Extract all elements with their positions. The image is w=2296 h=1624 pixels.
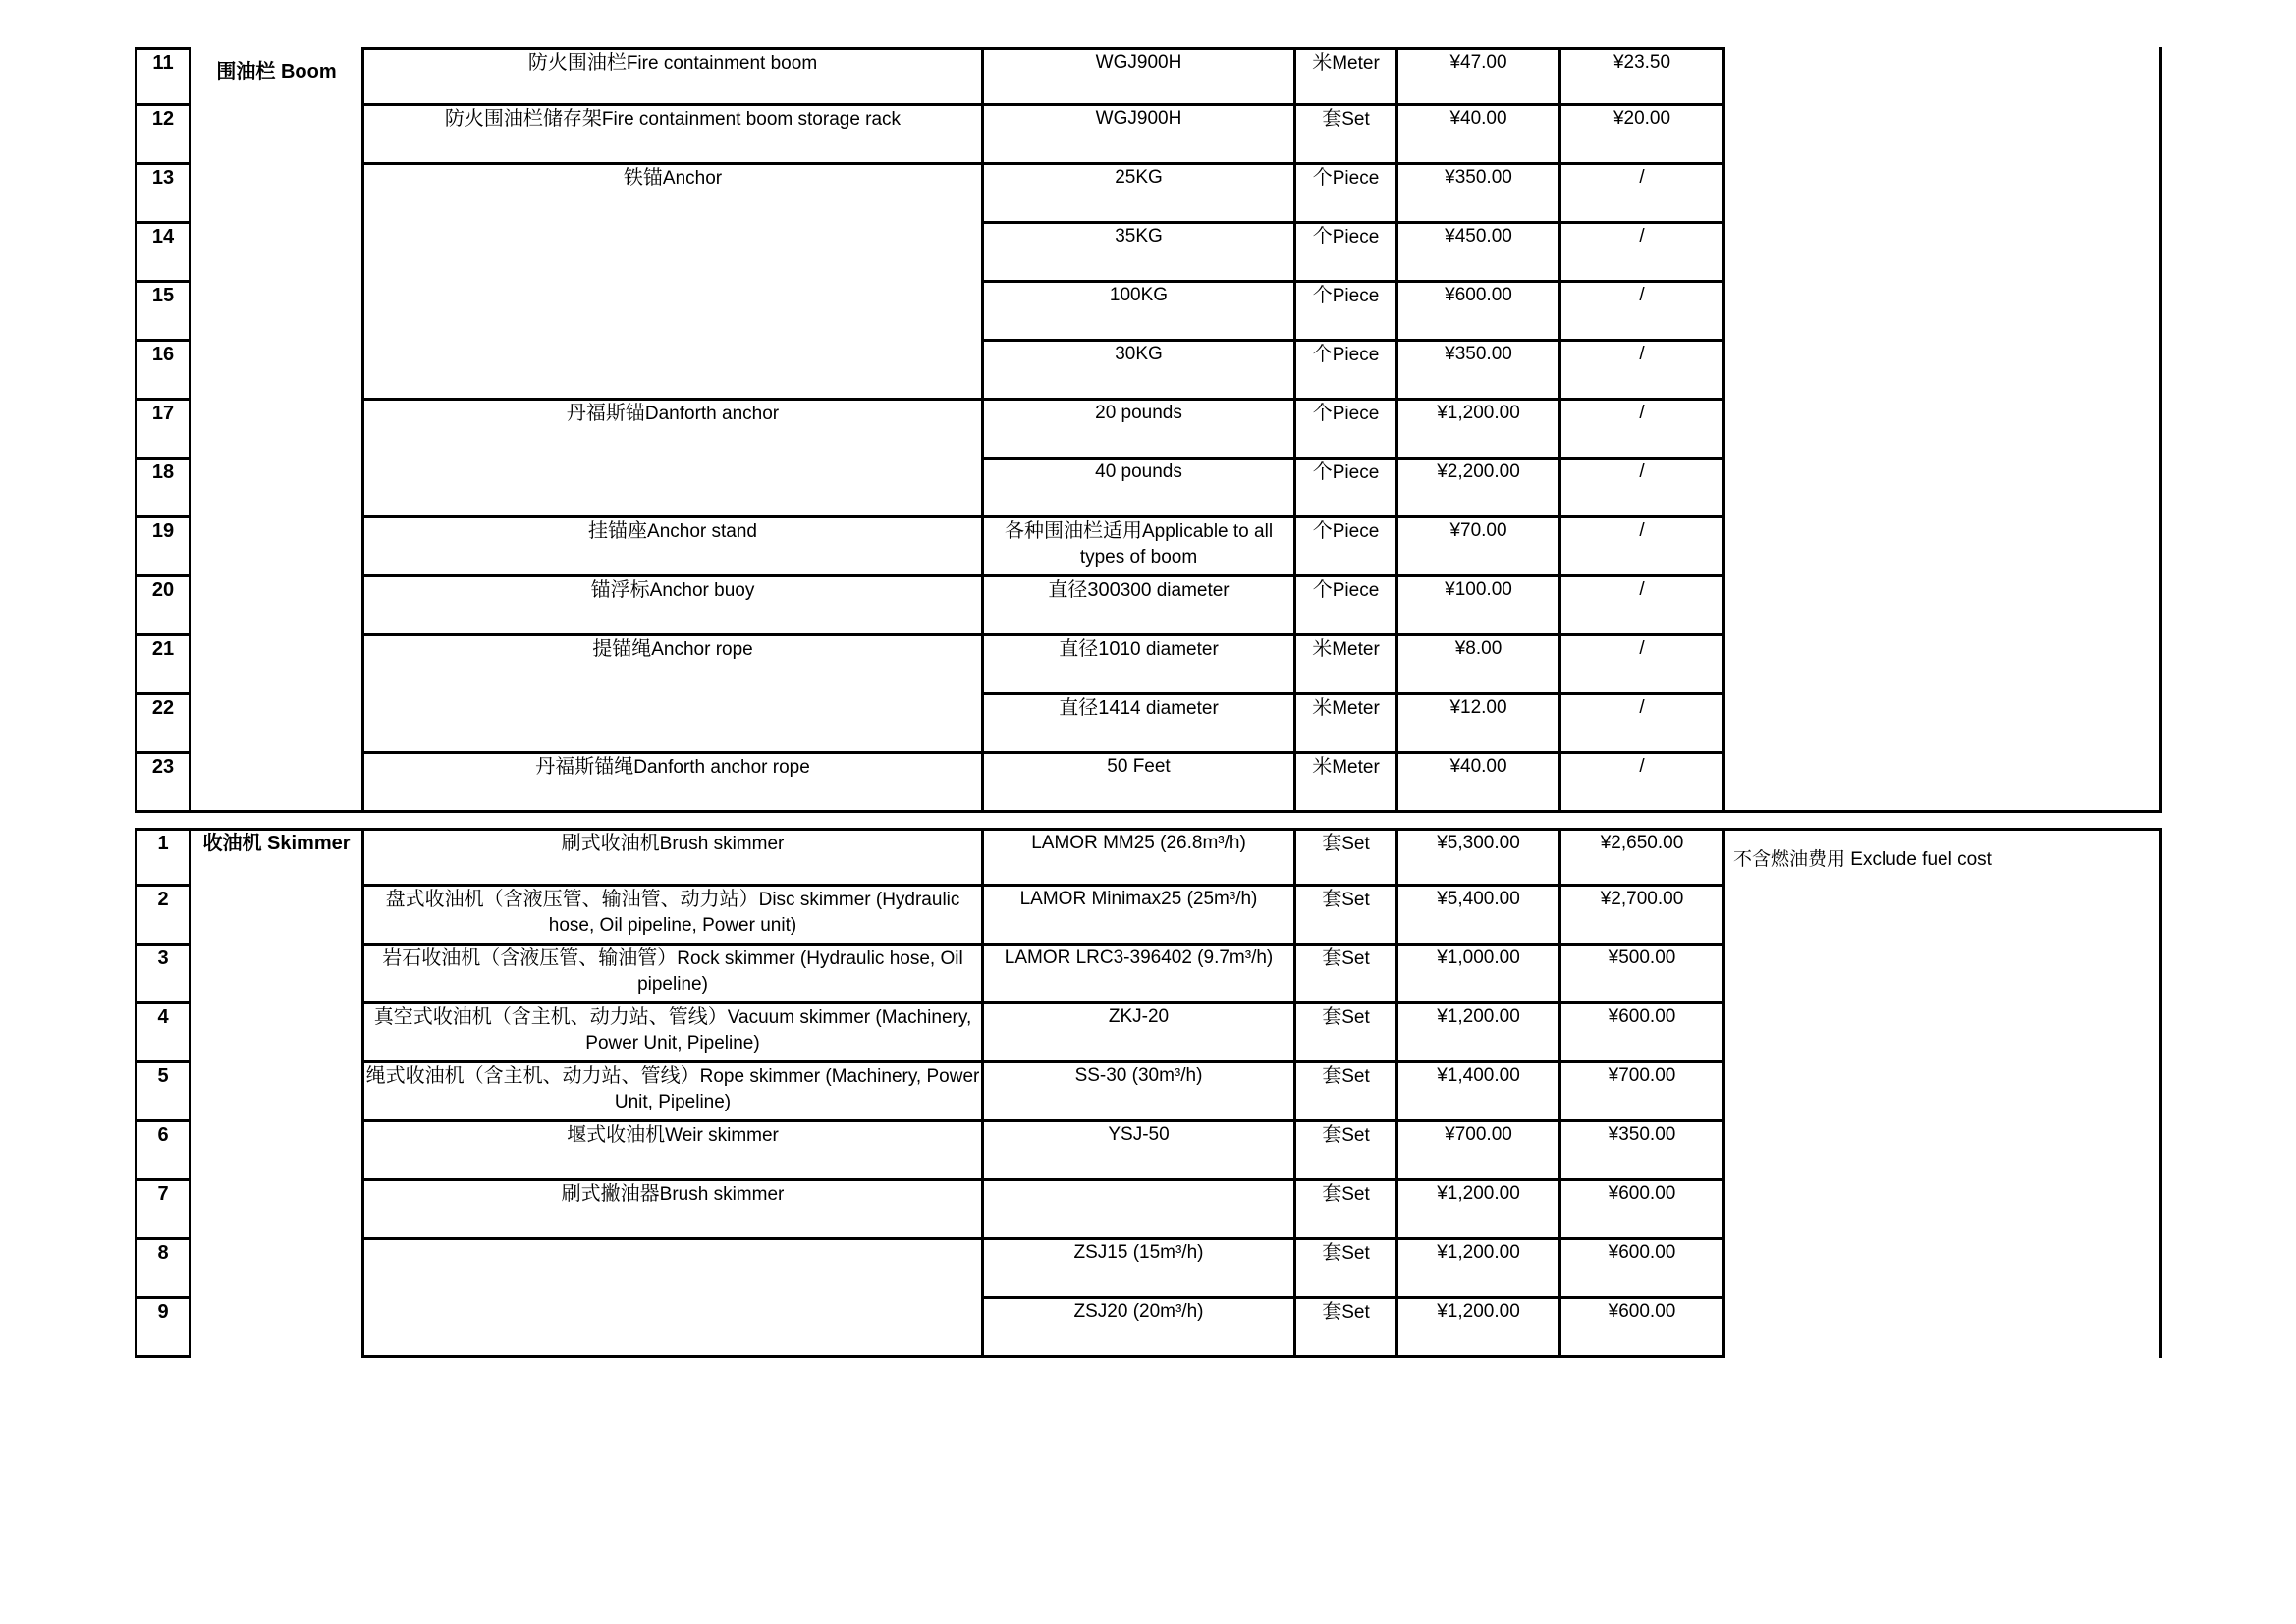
currency-symbol: ¥ xyxy=(1437,1183,1448,1204)
row-number-cell: 3 xyxy=(135,946,191,1004)
item-name-cell xyxy=(364,1240,984,1358)
price1-cell: ¥2,200.00 xyxy=(1398,460,1561,518)
price1-cell: ¥47.00 xyxy=(1398,47,1561,106)
model-cell: 30KG xyxy=(984,342,1296,401)
currency-symbol: ¥ xyxy=(1437,403,1448,423)
price1-cell: ¥700.00 xyxy=(1398,1122,1561,1181)
model-cell: 直径1010 diameter xyxy=(984,636,1296,695)
model-cell: 20 pounds xyxy=(984,401,1296,460)
currency-symbol: ¥ xyxy=(1600,889,1612,909)
price2-cell: ¥500.00 xyxy=(1561,946,1725,1004)
model-cell: 直径300300 diameter xyxy=(984,577,1296,636)
row-number-cell: 20 xyxy=(135,577,191,636)
price1-cell: ¥70.00 xyxy=(1398,518,1561,577)
note-line-en: Exclude fuel cost xyxy=(1850,849,1992,870)
currency-symbol: ¥ xyxy=(1445,285,1455,305)
price2-cell: ¥600.00 xyxy=(1561,1004,1725,1063)
price2-cell: / xyxy=(1561,695,1725,754)
currency-symbol: ¥ xyxy=(1437,947,1448,968)
item-name-cell: 绳式收油机（含主机、动力站、管线）Rope skimmer (Machinery, Power Unit, Pipeline) xyxy=(364,1063,984,1122)
price2-cell: ¥350.00 xyxy=(1561,1122,1725,1181)
row-number-cell: 17 xyxy=(135,401,191,460)
item-name-cell: 岩石收油机（含液压管、输油管）Rock skimmer (Hydraulic hose, Oil pipeline) xyxy=(364,946,984,1004)
skimmer-table xyxy=(135,828,2162,1358)
price2-cell: ¥700.00 xyxy=(1561,1063,1725,1122)
model-cell: ZKJ-20 xyxy=(984,1004,1296,1063)
model-cell: 40 pounds xyxy=(984,460,1296,518)
price1-cell: ¥1,200.00 xyxy=(1398,1240,1561,1299)
unit-cell: 个Piece xyxy=(1296,283,1398,342)
price1-cell: ¥8.00 xyxy=(1398,636,1561,695)
price2-cell: / xyxy=(1561,401,1725,460)
unit-cell: 米Meter xyxy=(1296,47,1398,106)
currency-symbol: ¥ xyxy=(1437,461,1448,482)
unit-cell: 个Piece xyxy=(1296,518,1398,577)
model-cell xyxy=(984,1181,1296,1240)
unit-cell: 套Set xyxy=(1296,1181,1398,1240)
price2-cell: / xyxy=(1561,342,1725,401)
row-number-cell: 2 xyxy=(135,887,191,946)
model-cell: WGJ900H xyxy=(984,106,1296,165)
price2-cell: / xyxy=(1561,283,1725,342)
currency-symbol: ¥ xyxy=(1445,1124,1455,1145)
model-cell: LAMOR Minimax25 (25m³/h) xyxy=(984,887,1296,946)
currency-symbol: ¥ xyxy=(1449,697,1461,718)
model-cell: SS-30 (30m³/h) xyxy=(984,1063,1296,1122)
unit-cell: 米Meter xyxy=(1296,754,1398,813)
unit-cell: 个Piece xyxy=(1296,401,1398,460)
item-name-cell: 盘式收油机（含液压管、输油管、动力站）Disc skimmer (Hydraulic hose, Oil pipeline, Power unit) xyxy=(364,887,984,946)
boom-table xyxy=(135,47,2162,813)
currency-symbol: ¥ xyxy=(1449,108,1461,129)
model-cell: LAMOR LRC3-396402 (9.7m³/h) xyxy=(984,946,1296,1004)
unit-cell: 米Meter xyxy=(1296,636,1398,695)
unit-cell: 个Piece xyxy=(1296,165,1398,224)
price2-cell: / xyxy=(1561,518,1725,577)
price2-cell: ¥2,650.00 xyxy=(1561,828,1725,887)
model-cell: ZSJ20 (20m³/h) xyxy=(984,1299,1296,1358)
price2-cell: / xyxy=(1561,577,1725,636)
price2-cell: ¥600.00 xyxy=(1561,1181,1725,1240)
row-number-cell: 22 xyxy=(135,695,191,754)
unit-cell: 套Set xyxy=(1296,946,1398,1004)
notes-cell-skimmer xyxy=(1725,828,2162,1358)
currency-symbol: ¥ xyxy=(1437,889,1448,909)
currency-symbol: ¥ xyxy=(1445,167,1455,188)
item-name-cell: 锚浮标Anchor buoy xyxy=(364,577,984,636)
price1-cell: ¥350.00 xyxy=(1398,342,1561,401)
currency-symbol: ¥ xyxy=(1608,1124,1619,1145)
unit-cell: 套Set xyxy=(1296,1122,1398,1181)
currency-symbol: ¥ xyxy=(1613,108,1624,129)
row-number-cell: 9 xyxy=(135,1299,191,1358)
price1-cell: ¥40.00 xyxy=(1398,754,1561,813)
unit-cell: 套Set xyxy=(1296,1240,1398,1299)
currency-symbol: ¥ xyxy=(1454,638,1466,659)
price2-cell: / xyxy=(1561,636,1725,695)
item-name-cell: 堰式收油机Weir skimmer xyxy=(364,1122,984,1181)
currency-symbol: ¥ xyxy=(1437,1006,1448,1027)
row-number-cell: 6 xyxy=(135,1122,191,1181)
price2-cell: ¥600.00 xyxy=(1561,1240,1725,1299)
model-cell: 各种围油栏适用Applicable to all types of boom xyxy=(984,518,1296,577)
currency-symbol: ¥ xyxy=(1437,1065,1448,1086)
price1-cell: ¥450.00 xyxy=(1398,224,1561,283)
item-name-cell: 防火围油栏Fire containment boom xyxy=(364,47,984,106)
row-number-cell: 15 xyxy=(135,283,191,342)
model-cell: 25KG xyxy=(984,165,1296,224)
row-number-cell: 14 xyxy=(135,224,191,283)
price1-cell: ¥5,300.00 xyxy=(1398,828,1561,887)
currency-symbol: ¥ xyxy=(1445,226,1455,246)
price1-cell: ¥1,200.00 xyxy=(1398,1004,1561,1063)
item-name-cell: 刷式收油机Brush skimmer xyxy=(364,828,984,887)
currency-symbol: ¥ xyxy=(1437,1301,1448,1322)
row-number-cell: 16 xyxy=(135,342,191,401)
price2-cell: / xyxy=(1561,224,1725,283)
unit-cell: 个Piece xyxy=(1296,224,1398,283)
currency-symbol: ¥ xyxy=(1449,756,1461,777)
row-number-cell: 19 xyxy=(135,518,191,577)
currency-symbol: ¥ xyxy=(1608,1183,1619,1204)
currency-symbol: ¥ xyxy=(1600,833,1612,853)
currency-symbol: ¥ xyxy=(1608,1301,1619,1322)
price1-cell: ¥12.00 xyxy=(1398,695,1561,754)
category-cell-boom: 围油栏 Boom xyxy=(191,47,364,813)
model-cell: 100KG xyxy=(984,283,1296,342)
price1-cell: ¥40.00 xyxy=(1398,106,1561,165)
currency-symbol: ¥ xyxy=(1445,344,1455,364)
currency-symbol: ¥ xyxy=(1608,1006,1619,1027)
row-number-cell: 7 xyxy=(135,1181,191,1240)
currency-symbol: ¥ xyxy=(1437,833,1448,853)
price2-cell: ¥600.00 xyxy=(1561,1299,1725,1358)
currency-symbol: ¥ xyxy=(1608,947,1619,968)
unit-cell: 套Set xyxy=(1296,106,1398,165)
currency-symbol: ¥ xyxy=(1437,1242,1448,1263)
item-name-cell: 丹福斯锚Danforth anchor xyxy=(364,401,984,518)
unit-cell: 套Set xyxy=(1296,887,1398,946)
price1-cell: ¥350.00 xyxy=(1398,165,1561,224)
unit-cell: 套Set xyxy=(1296,1063,1398,1122)
unit-cell: 套Set xyxy=(1296,1004,1398,1063)
price1-cell: ¥600.00 xyxy=(1398,283,1561,342)
unit-cell: 套Set xyxy=(1296,828,1398,887)
model-cell: YSJ-50 xyxy=(984,1122,1296,1181)
row-number-cell: 23 xyxy=(135,754,191,813)
price2-cell: ¥23.50 xyxy=(1561,47,1725,106)
item-name-cell: 挂锚座Anchor stand xyxy=(364,518,984,577)
row-number-cell: 11 xyxy=(135,47,191,106)
price1-cell: ¥1,400.00 xyxy=(1398,1063,1561,1122)
price2-cell: ¥2,700.00 xyxy=(1561,887,1725,946)
item-name-cell: 真空式收油机（含主机、动力站、管线）Vacuum skimmer (Machinery, Power Unit, Pipeline) xyxy=(364,1004,984,1063)
unit-cell: 个Piece xyxy=(1296,460,1398,518)
currency-symbol: ¥ xyxy=(1445,579,1455,600)
currency-symbol: ¥ xyxy=(1449,520,1461,541)
row-number-cell: 18 xyxy=(135,460,191,518)
row-number-cell: 4 xyxy=(135,1004,191,1063)
item-name-cell: 丹福斯锚绳Danforth anchor rope xyxy=(364,754,984,813)
row-number-cell: 8 xyxy=(135,1240,191,1299)
model-cell: 直径1414 diameter xyxy=(984,695,1296,754)
row-number-cell: 21 xyxy=(135,636,191,695)
note-line-zh: 不含燃油费用 xyxy=(1733,849,1846,870)
model-cell: 35KG xyxy=(984,224,1296,283)
currency-symbol: ¥ xyxy=(1608,1242,1619,1263)
price1-cell: ¥1,200.00 xyxy=(1398,1181,1561,1240)
unit-cell: 个Piece xyxy=(1296,577,1398,636)
currency-symbol: ¥ xyxy=(1613,52,1624,73)
price1-cell: ¥100.00 xyxy=(1398,577,1561,636)
item-name-cell: 铁锚Anchor xyxy=(364,165,984,401)
row-number-cell: 5 xyxy=(135,1063,191,1122)
price2-cell: ¥20.00 xyxy=(1561,106,1725,165)
model-cell: 50 Feet xyxy=(984,754,1296,813)
price2-cell: / xyxy=(1561,165,1725,224)
price2-cell: / xyxy=(1561,460,1725,518)
item-name-cell: 防火围油栏储存架Fire containment boom storage rack xyxy=(364,106,984,165)
model-cell: ZSJ15 (15m³/h) xyxy=(984,1240,1296,1299)
price2-cell: / xyxy=(1561,754,1725,813)
price1-cell: ¥1,200.00 xyxy=(1398,1299,1561,1358)
item-name-cell: 提锚绳Anchor rope xyxy=(364,636,984,754)
unit-cell: 米Meter xyxy=(1296,695,1398,754)
row-number-cell: 13 xyxy=(135,165,191,224)
notes-cell-boom xyxy=(1725,47,2162,813)
model-cell: WGJ900H xyxy=(984,47,1296,106)
row-number-cell: 1 xyxy=(135,828,191,887)
price1-cell: ¥5,400.00 xyxy=(1398,887,1561,946)
model-cell: LAMOR MM25 (26.8m³/h) xyxy=(984,828,1296,887)
category-cell-skimmer: 收油机 Skimmer xyxy=(191,828,364,1358)
currency-symbol: ¥ xyxy=(1608,1065,1619,1086)
unit-cell: 套Set xyxy=(1296,1299,1398,1358)
unit-cell: 个Piece xyxy=(1296,342,1398,401)
currency-symbol: ¥ xyxy=(1449,52,1461,73)
item-name-cell: 刷式撇油器Brush skimmer xyxy=(364,1181,984,1240)
price1-cell: ¥1,200.00 xyxy=(1398,401,1561,460)
row-number-cell: 12 xyxy=(135,106,191,165)
price1-cell: ¥1,000.00 xyxy=(1398,946,1561,1004)
